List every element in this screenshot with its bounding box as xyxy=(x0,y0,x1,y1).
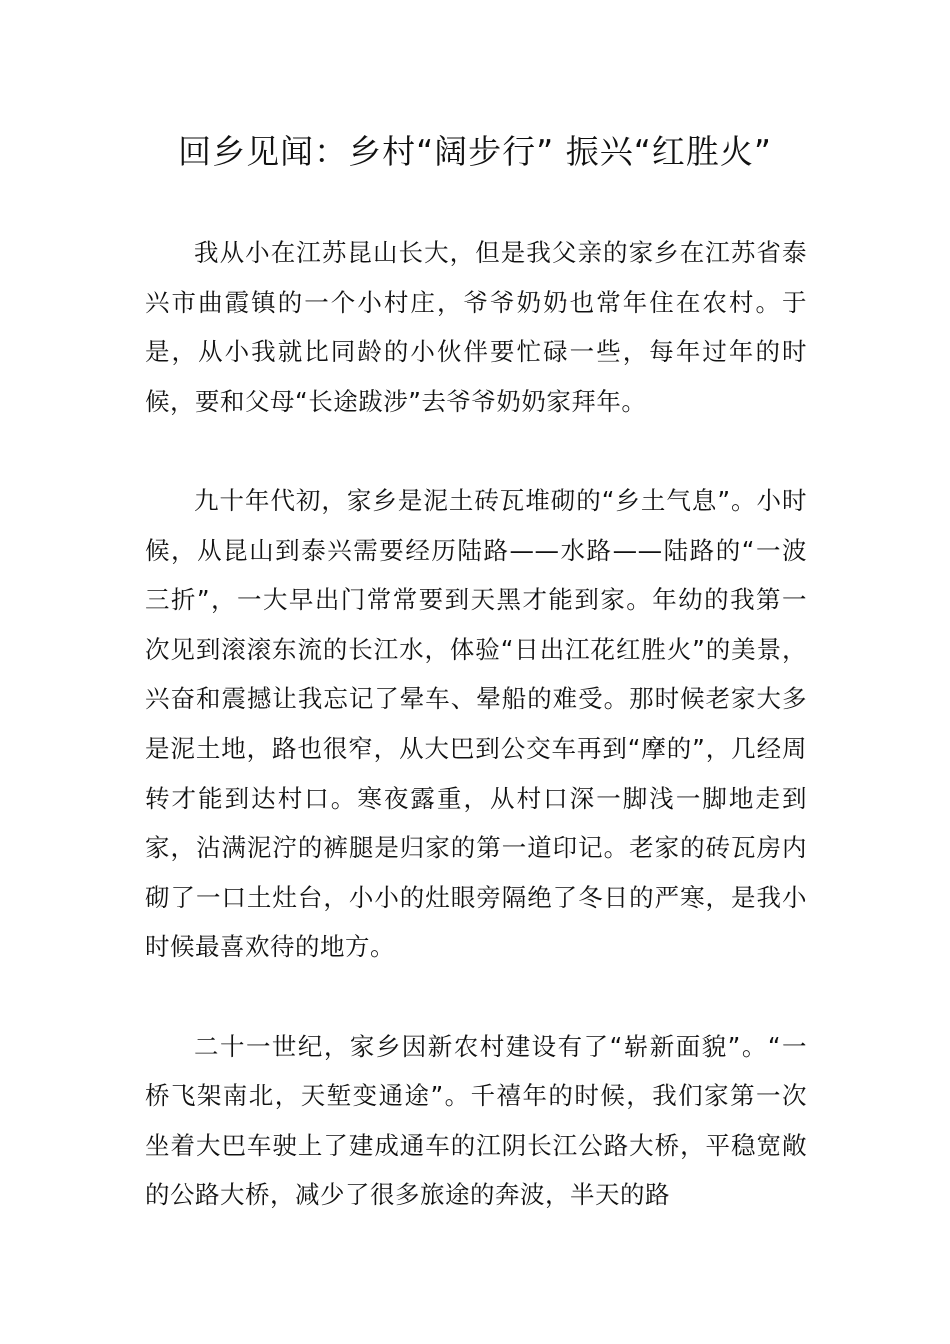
document-body xyxy=(145,228,807,1220)
document-title: 回乡见闻：乡村“阔步行” 振兴“红胜火” xyxy=(178,132,772,171)
paragraph-spacer xyxy=(145,972,807,1022)
paragraph-spacer xyxy=(145,426,807,476)
paragraph-3: 二十一世纪，家乡因新农村建设有了“崭新面貌”。“一桥飞架南北，天堑变通途”。千禧年的时候，我们家第一次坐着大巴车驶上了建成通车的江阴长江公路大桥，平稳宽敞的公路大桥，减少了很多旅途的奔波，半天的路 xyxy=(145,1031,807,1210)
paragraph-2: 九十年代初，家乡是泥土砖瓦堆砌的“乡土气息”。小时候，从昆山到泰兴需要经历陆路——水路——陆路的“一波三折”，一大早出门常常要到天黑才能到家。年幼的我第一次见到滚滚东流的长江水，体验“日出江花红胜火”的美景，兴奋和震撼让我忘记了晕车、晕船的难受。那时候老家大多是泥土地，路也很窄，从大巴到公交车再到“摩的”，几经周转才能到达村口。寒夜露重，从村口深一脚浅一脚地走到家，沾满泥泞的裤腿是归家的第一道印记。老家的砖瓦房内砌了一口土灶台，小小的灶眼旁隔绝了冬日的严寒，是我小时候最喜欢待的地方。 xyxy=(145,485,807,962)
paragraph-1: 我从小在江苏昆山长大，但是我父亲的家乡在江苏省泰兴市曲霞镇的一个小村庄，爷爷奶奶也常年住在农村。于是，从小我就比同龄的小伙伴要忙碌一些，每年过年的时候，要和父母“长途跋涉”去爷爷奶奶家拜年。 xyxy=(145,238,807,416)
